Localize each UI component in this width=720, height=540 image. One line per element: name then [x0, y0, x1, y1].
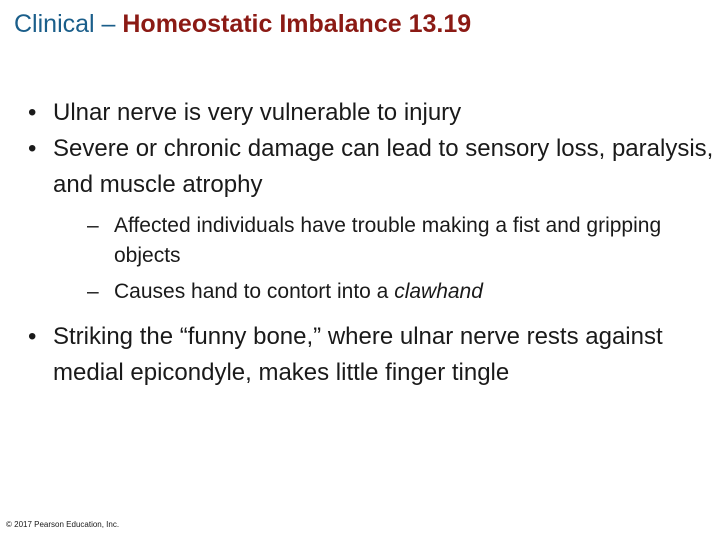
bullet-item [24, 95, 714, 131]
sub-bullet-item [53, 277, 714, 307]
sub-bullet-marker: – [87, 280, 99, 303]
sub-bullet-emphasis: clawhand [394, 280, 483, 303]
bullet-marker: • [28, 323, 37, 350]
bullet-text: Severe or chronic damage can lead to sensory loss, paralysis, and muscle atrophy [53, 135, 714, 198]
bullet-item [24, 319, 714, 391]
sub-bullet-text: Affected individuals have trouble making a fist and gripping objects [114, 214, 662, 267]
bullet-text: Striking the “funny bone,” where ulnar nerve rests against medial epicondyle, makes little finger tingle [53, 323, 663, 386]
sub-bullet-item [53, 211, 714, 271]
copyright-footer: © 2017 Pearson Education, Inc. [6, 520, 120, 529]
sub-bullet-list [53, 211, 714, 307]
slide-title [14, 6, 471, 42]
slide-title-topic: Homeostatic Imbalance 13.19 [122, 10, 472, 38]
bullet-marker: • [28, 99, 37, 126]
bullet-list [24, 95, 714, 391]
bullet-item [24, 131, 714, 307]
slide-title-category: Clinical – [14, 10, 123, 38]
sub-bullet-marker: – [87, 214, 99, 237]
bullet-text: Ulnar nerve is very vulnerable to injury [53, 99, 462, 126]
sub-bullet-text: Causes hand to contort into a [114, 280, 395, 303]
bullet-marker: • [28, 135, 37, 162]
